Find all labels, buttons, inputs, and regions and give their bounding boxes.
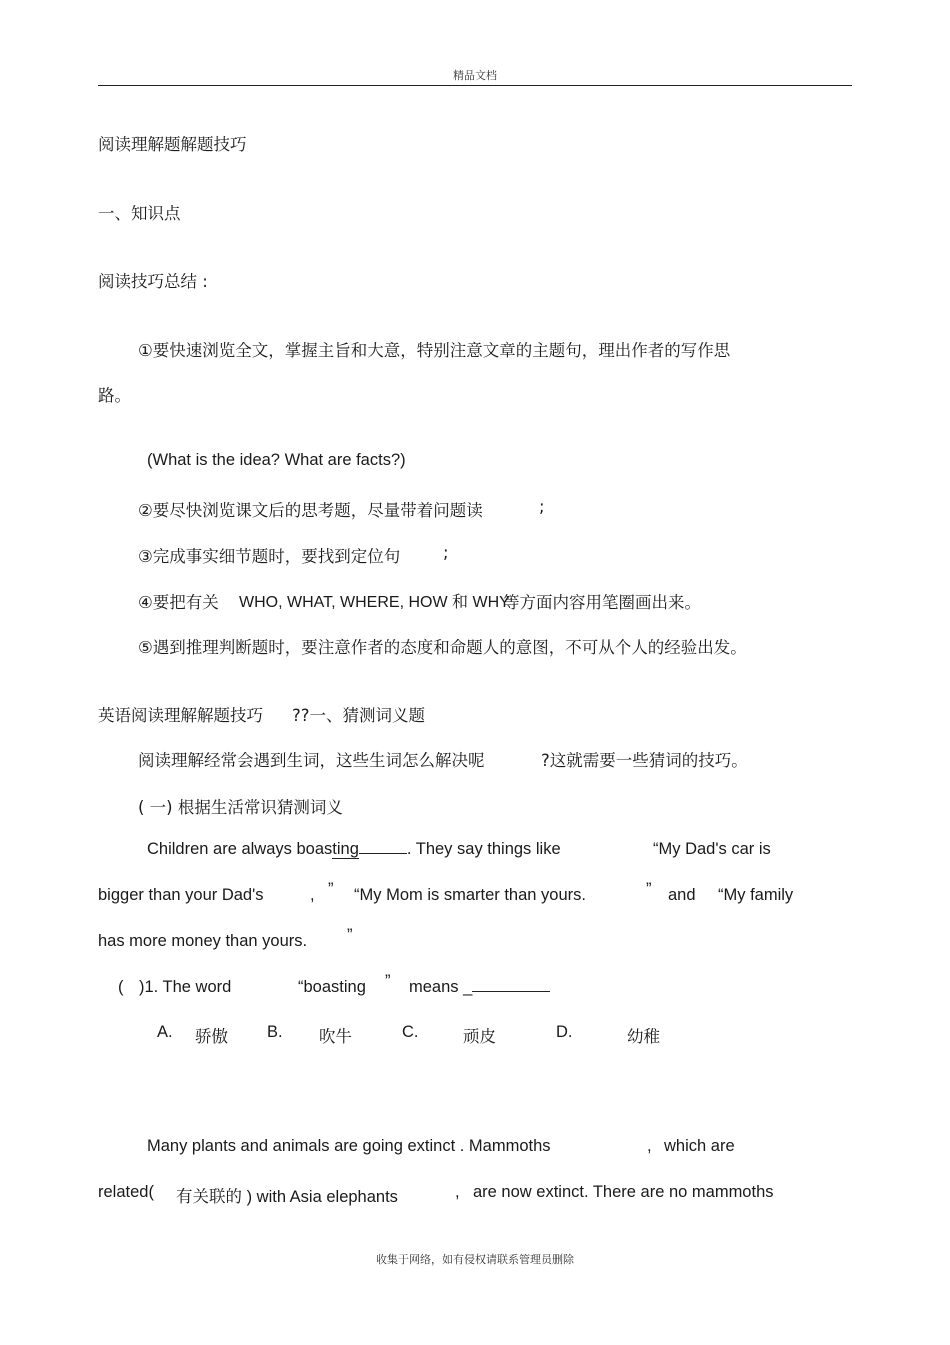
question-stem: )1. The word bbox=[139, 978, 232, 996]
section-heading: 一、知识点 bbox=[98, 204, 181, 223]
question-paren: ( bbox=[118, 978, 124, 996]
header-divider bbox=[98, 85, 852, 86]
passage-quote: “My Dad's car is bbox=[653, 840, 771, 858]
close-quote: ” bbox=[646, 880, 652, 898]
tip-3-end: ; bbox=[443, 543, 449, 562]
tip-1-note: (What is the idea? What are facts?) bbox=[147, 451, 406, 469]
page-footer: 收集于网络，如有侵权请联系管理员删除 bbox=[376, 1253, 574, 1266]
passage-text: Children are always boas bbox=[147, 840, 333, 858]
question-keyword: “boasting bbox=[298, 978, 366, 996]
tip-4-prefix: ④要把有关 bbox=[138, 593, 219, 612]
comma: , bbox=[310, 886, 315, 904]
page-header: 精品文档 bbox=[453, 69, 497, 82]
subsection-heading: ( 一) 根据生活常识猜测词义 bbox=[138, 798, 343, 817]
answer-blank bbox=[359, 853, 407, 854]
underlined-word: ting bbox=[332, 840, 359, 858]
passage-quote: “My family bbox=[718, 886, 794, 904]
passage-text: . They say things like bbox=[406, 840, 561, 858]
tip-3: ③完成事实细节题时，要找到定位句 bbox=[138, 547, 401, 566]
passage-text: 有关联的 ) with Asia elephants bbox=[176, 1188, 398, 1206]
tip-1-line-2: 路。 bbox=[98, 386, 131, 405]
english-section-heading: 英语阅读理解解题技巧 bbox=[98, 706, 263, 725]
tip-1-line-1: ①要快速浏览全文，掌握主旨和大意，特别注意文章的主题句，理出作者的写作思 bbox=[138, 341, 731, 360]
tip-4-words: WHO, WHAT, WHERE, HOW 和 WHY bbox=[239, 594, 510, 611]
question-text: means _ bbox=[409, 978, 473, 996]
tip-4-suffix: 等方面内容用笔圈画出来。 bbox=[503, 593, 701, 612]
passage-text: are now extinct. There are no mammoths bbox=[473, 1183, 774, 1201]
passage-text: and bbox=[668, 886, 696, 904]
comma: , bbox=[455, 1183, 460, 1201]
close-quote: ” bbox=[347, 926, 353, 944]
passage-2-line-2: related( bbox=[98, 1183, 154, 1201]
passage-quote: “My Mom is smarter than yours. bbox=[354, 886, 586, 904]
close-quote: ” bbox=[328, 880, 334, 898]
tip-2-end: ; bbox=[539, 497, 545, 516]
option-a-text: 骄傲 bbox=[195, 1027, 228, 1046]
option-c-letter: C. bbox=[402, 1023, 419, 1041]
question-stem-tail bbox=[409, 978, 550, 997]
intro-text-tail: ?这就需要一些猜词的技巧。 bbox=[541, 751, 748, 770]
english-section-heading-tail: ??一、猜测词义题 bbox=[292, 706, 426, 725]
answer-blank bbox=[472, 991, 550, 992]
summary-title: 阅读技巧总结 : bbox=[98, 272, 208, 291]
document-title: 阅读理解题解题技巧 bbox=[98, 135, 247, 154]
option-d-letter: D. bbox=[556, 1023, 573, 1041]
passage-1-line-1 bbox=[147, 840, 561, 859]
passage-1-line-3: has more money than yours. bbox=[98, 932, 308, 950]
passage-1-line-2: bigger than your Dad's bbox=[98, 886, 264, 904]
close-quote: ” bbox=[385, 972, 391, 990]
passage-2-line-1: Many plants and animals are going extinct . Mammoths bbox=[147, 1137, 551, 1155]
tip-5: ⑤遇到推理判断题时，要注意作者的态度和命题人的意图，不可从个人的经验出发。 bbox=[138, 638, 747, 657]
option-d-text: 幼稚 bbox=[627, 1027, 660, 1046]
tip-2: ②要尽快浏览课文后的思考题，尽量带着问题读 bbox=[138, 501, 483, 520]
option-b-letter: B. bbox=[267, 1023, 283, 1041]
option-b-text: 吹牛 bbox=[319, 1027, 352, 1046]
option-c-text: 顽皮 bbox=[463, 1027, 496, 1046]
comma: , bbox=[647, 1137, 652, 1155]
passage-text: which are bbox=[664, 1137, 735, 1155]
intro-text: 阅读理解经常会遇到生词，这些生词怎么解决呢 bbox=[138, 751, 485, 770]
option-a-letter: A. bbox=[157, 1023, 173, 1041]
